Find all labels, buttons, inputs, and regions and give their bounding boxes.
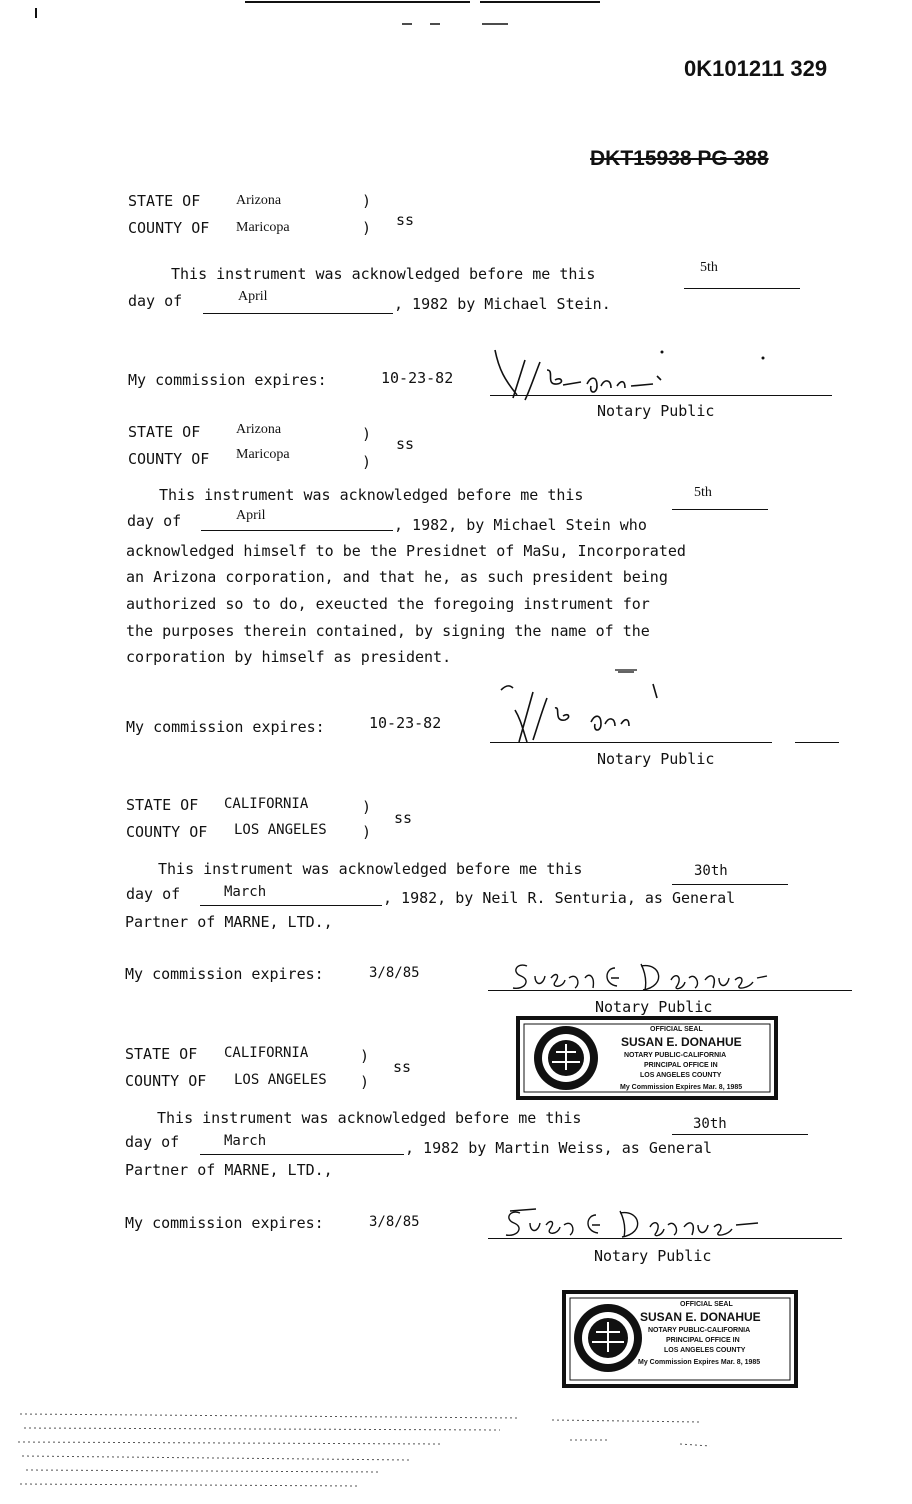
seal-line-6: My Commission Expires Mar. 8, 1985 bbox=[638, 1359, 761, 1366]
day-of-label: day of bbox=[127, 512, 182, 530]
paren: ) bbox=[362, 453, 372, 471]
acknowledgment-text: This instrument was acknowledged before me this bbox=[171, 265, 596, 283]
state-label: STATE OF bbox=[128, 423, 201, 441]
notary-label: Notary Public bbox=[594, 1247, 712, 1265]
seal-line-4: PRINCIPAL OFFICE IN bbox=[666, 1337, 740, 1344]
acknowledgment-text: This instrument was acknowledged before me this bbox=[157, 1109, 582, 1127]
ss-label: ss bbox=[394, 809, 413, 827]
seal-line-2: SUSAN E. DONAHUE bbox=[621, 1035, 742, 1049]
notary-label: Notary Public bbox=[597, 402, 715, 420]
commission-date: 3/8/85 bbox=[369, 1214, 420, 1230]
acknowledgment-text: This instrument was acknowledged before me this bbox=[159, 486, 584, 504]
commission-date: 10-23-82 bbox=[369, 714, 442, 732]
commission-label: My commission expires: bbox=[126, 718, 325, 736]
paren: ) bbox=[362, 219, 372, 237]
ss-label: ss bbox=[396, 435, 415, 453]
paren: ) bbox=[360, 1073, 370, 1091]
state-label: STATE OF bbox=[126, 796, 199, 814]
seal-line-2: SUSAN E. DONAHUE bbox=[640, 1310, 761, 1324]
day-of-label: day of bbox=[125, 1133, 180, 1151]
ss-label: ss bbox=[396, 211, 415, 229]
notary-label: Notary Public bbox=[597, 750, 715, 768]
body-line: , 1982 by Michael Stein. bbox=[394, 295, 611, 313]
month-value: March bbox=[224, 1133, 267, 1149]
paren: ) bbox=[362, 823, 372, 841]
month-value: March bbox=[224, 884, 267, 900]
body-line: , 1982, by Neil R. Senturia, as General bbox=[383, 889, 736, 907]
paren: ) bbox=[362, 425, 372, 443]
county-value: Maricopa bbox=[236, 220, 290, 235]
county-label: COUNTY OF bbox=[128, 219, 210, 237]
body-line: acknowledged himself to be the Presidnet of MaSu, Incorporated bbox=[126, 542, 686, 560]
day-value: 30th bbox=[693, 1116, 727, 1132]
seal-line-6: My Commission Expires Mar. 8, 1985 bbox=[620, 1084, 743, 1091]
body-line: , 1982, by Michael Stein who bbox=[394, 516, 647, 534]
acknowledgment-text: This instrument was acknowledged before me this bbox=[158, 860, 583, 878]
commission-label: My commission expires: bbox=[128, 371, 327, 389]
day-value: 30th bbox=[694, 863, 728, 879]
body-line: , 1982 by Martin Weiss, as General bbox=[405, 1139, 713, 1157]
county-value: LOS ANGELES bbox=[234, 1072, 327, 1088]
state-label: STATE OF bbox=[128, 192, 201, 210]
paren: ) bbox=[362, 192, 372, 210]
day-of-label: day of bbox=[126, 885, 181, 903]
day-value: 5th bbox=[694, 485, 712, 500]
body-line: an Arizona corporation, and that he, as such president being bbox=[126, 568, 668, 586]
commission-label: My commission expires: bbox=[125, 1214, 324, 1232]
state-value: Arizona bbox=[236, 193, 282, 208]
notary-label: Notary Public bbox=[595, 998, 713, 1016]
paren: ) bbox=[362, 798, 372, 816]
seal-line-3: NOTARY PUBLIC-CALIFORNIA bbox=[624, 1052, 727, 1059]
county-label: COUNTY OF bbox=[126, 823, 208, 841]
county-value: Maricopa bbox=[236, 447, 290, 462]
day-of-label: day of bbox=[128, 292, 183, 310]
commission-label: My commission expires: bbox=[125, 965, 324, 983]
document-number: 0K101211 329 bbox=[684, 56, 828, 81]
month-value: April bbox=[238, 289, 268, 304]
state-value: CALIFORNIA bbox=[224, 1045, 309, 1061]
paren: ) bbox=[360, 1047, 370, 1065]
commission-date: 3/8/85 bbox=[369, 965, 420, 981]
ss-label: ss bbox=[393, 1058, 412, 1076]
county-label: COUNTY OF bbox=[125, 1072, 207, 1090]
seal-line-1: OFFICIAL SEAL bbox=[650, 1026, 703, 1033]
seal-line-5: LOS ANGELES COUNTY bbox=[640, 1072, 722, 1079]
seal-line-3: NOTARY PUBLIC-CALIFORNIA bbox=[648, 1327, 751, 1334]
seal-line-1: OFFICIAL SEAL bbox=[680, 1301, 733, 1308]
docket-number: DKT15938 PG 388 bbox=[590, 147, 769, 170]
state-value: Arizona bbox=[236, 422, 282, 437]
state-value: CALIFORNIA bbox=[224, 796, 309, 812]
county-value: LOS ANGELES bbox=[234, 822, 327, 838]
body-line: Partner of MARNE, LTD., bbox=[125, 913, 333, 931]
body-line: corporation by himself as president. bbox=[126, 648, 452, 666]
commission-date: 10-23-82 bbox=[381, 369, 454, 387]
seal-line-5: LOS ANGELES COUNTY bbox=[664, 1347, 746, 1354]
seal-line-4: PRINCIPAL OFFICE IN bbox=[644, 1062, 718, 1069]
month-value: April bbox=[236, 508, 266, 523]
body-line: Partner of MARNE, LTD., bbox=[125, 1161, 333, 1179]
body-line: the purposes therein contained, by signing the name of the bbox=[126, 622, 650, 640]
day-value: 5th bbox=[700, 260, 718, 275]
state-label: STATE OF bbox=[125, 1045, 198, 1063]
county-label: COUNTY OF bbox=[128, 450, 210, 468]
body-line: authorized so to do, exeucted the foregoing instrument for bbox=[126, 595, 650, 613]
